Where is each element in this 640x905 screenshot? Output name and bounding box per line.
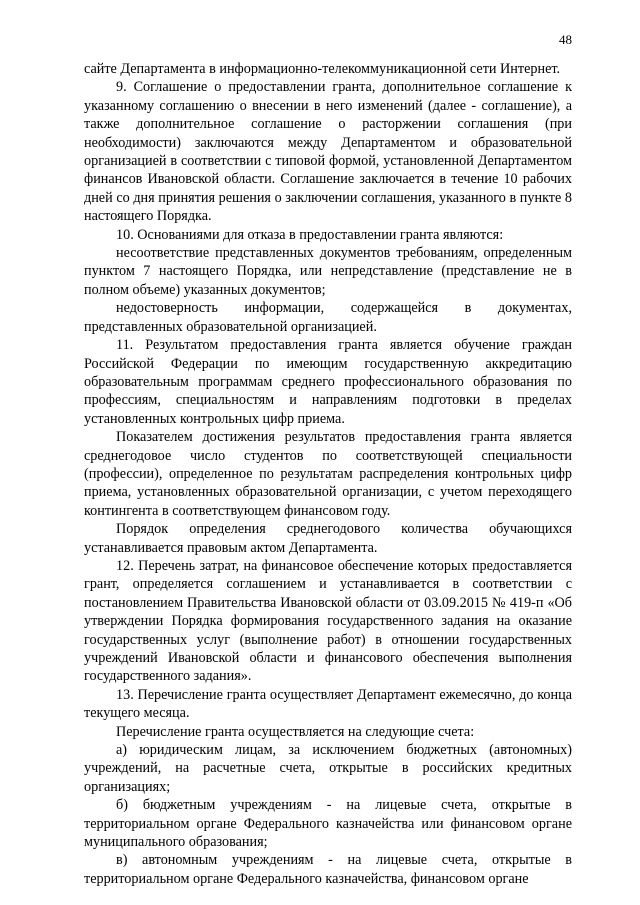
paragraph-accounts-c: в) автономным учреждениям - на лицевые счета, открытые в территориальном органе Федерального казначейства, финансовом органе — [84, 852, 572, 887]
paragraph-item-11: 11. Результатом предоставления гранта является обучение граждан Российской Федерации по имеющим государственную аккредитацию образовательным программам среднего профессионального образования по профессиям, специальностям и направлениям подготовки в пределах установленных контрольных цифр приема. — [84, 337, 572, 427]
paragraph-continuation: сайте Департамента в информационно-телекоммуникационной сети Интернет. — [84, 61, 561, 77]
paragraph-item-13: 13. Перечисление гранта осуществляет Департамент ежемесячно, до конца текущего месяца. — [84, 686, 572, 722]
paragraph-ground-inaccuracy: недостоверность информации, содержащейся в документах, представленных образовательной организацией. — [84, 300, 572, 335]
document-body — [84, 60, 572, 888]
page-number: 48 — [559, 32, 572, 47]
paragraph-item-12: 12. Перечень затрат, на финансовое обеспечение которых предоставляется грант, определяется соглашением и устанавливается в соответствии с постановлением Правительства Ивановской области от 03.09.2015 № 419-п «Об утверждении Порядка формирования государственного задания на оказание государственных услуг (выполнение работ) в отношении государственных учреждений Ивановской области и финансового обеспечения выполнения государственного задания». — [84, 557, 572, 685]
paragraph-accounts-a: а) юридическим лицам, за исключением бюджетных (автономных) учреждений, на расчетные счета, открытые в российских кредитных организациях; — [84, 742, 572, 795]
paragraph-ground-nonconformity: несоответствие представленных документов требованиям, определенным пунктом 7 настоящего Порядка, или непредставление (представление не в полном объеме) указанных документов; — [84, 245, 572, 298]
paragraph-accounts-b: б) бюджетным учреждениям - на лицевые счета, открытые в территориальном органе Федерального казначейства или финансовом органе муниципального образования; — [84, 797, 572, 851]
paragraph-item-9: 9. Соглашение о предоставлении гранта, дополнительное соглашение к указанному соглашению о внесении в него изменений (далее - соглашение), а также дополнительное соглашение о расторжении соглашения (при необходимости) заключаются между Департаментом и образовательной организацией в соответствии с типовой формой, установленной Департаментом финансов Ивановской области. Соглашение заключается в течение 10 рабочих дней со дня принятия решения о заключении соглашения, указанного в пункте 8 настоящего Порядка. — [84, 79, 572, 225]
paragraph-procedure: Порядок определения среднегодового количества обучающихся устанавливается правовым актом Департамента. — [84, 521, 572, 556]
paragraph-accounts-intro: Перечисление гранта осуществляется на следующие счета: — [116, 723, 475, 740]
paragraph-indicator: Показателем достижения результатов предоставления гранта является среднегодовое число студентов по соответствующей специальности (профессии), определенное по результатам распределения контрольных цифр приема, установленных образовательной организации, с учетом переходящего контингента в соответствующем финансовом году. — [84, 429, 572, 519]
paragraph-item-10: 10. Основаниями для отказа в предоставлении гранта являются: — [116, 226, 504, 243]
